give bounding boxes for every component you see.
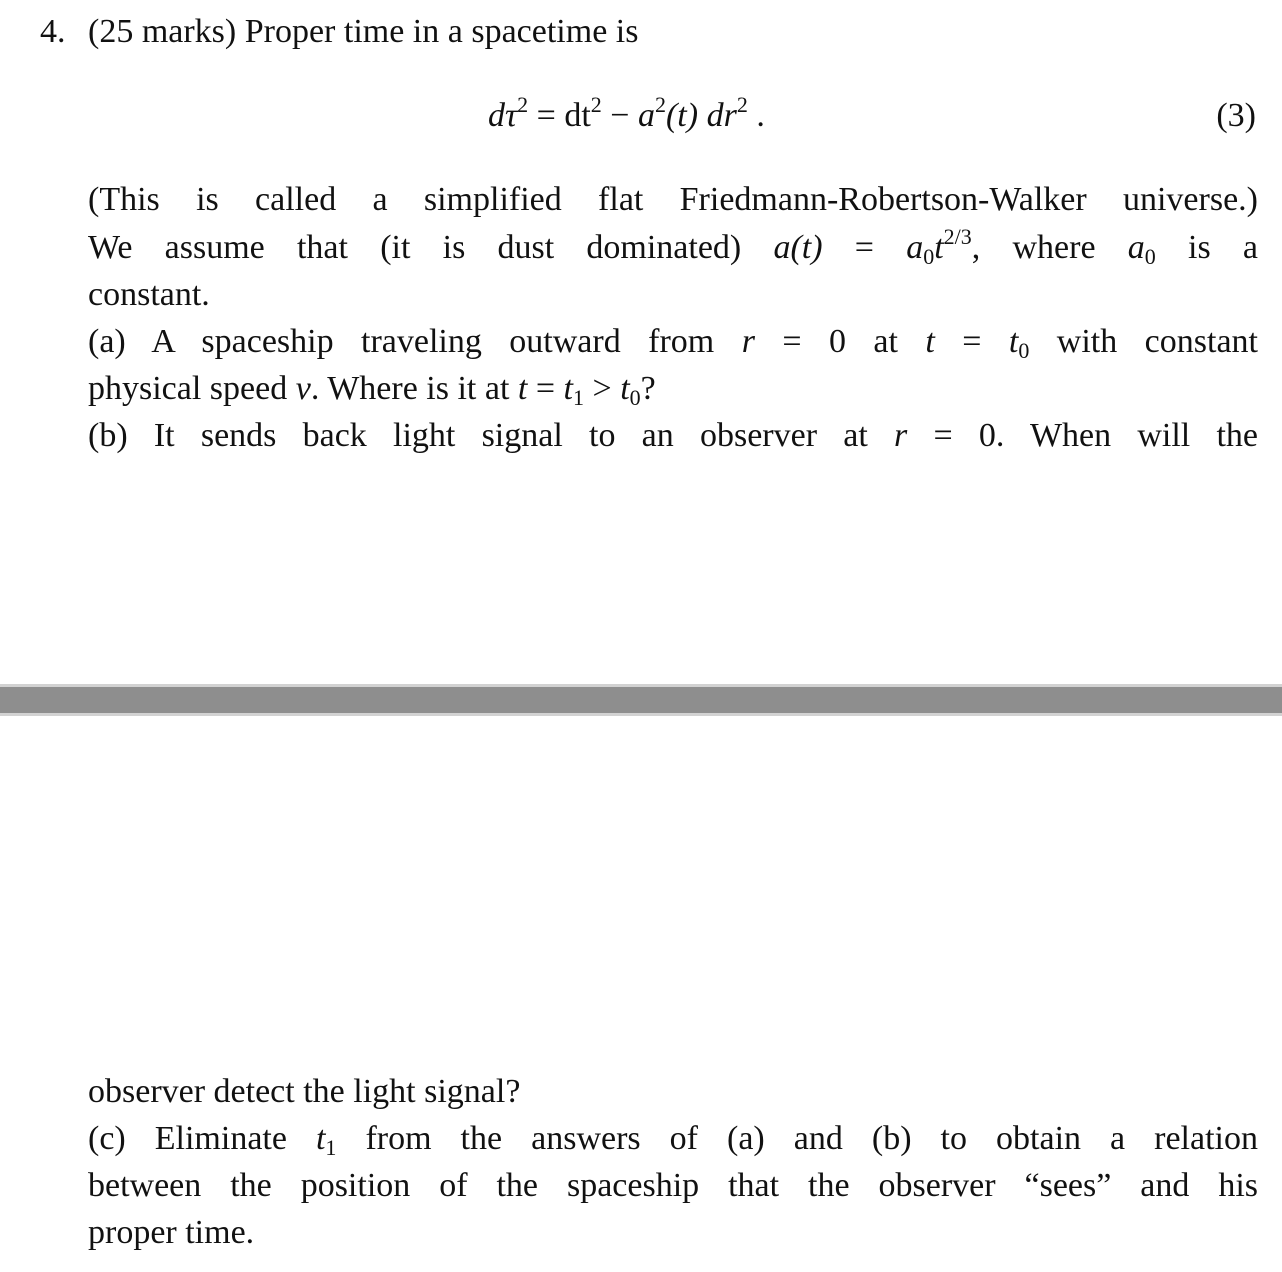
page-divider [0, 684, 1282, 716]
part-c-line-3: proper time. [88, 1214, 255, 1251]
eq-lhs: $d\tau^2$ [488, 92, 529, 134]
part-b-line-1: (b) It sends back light signal to an observer at r = 0. When will the [88, 417, 1259, 454]
part-c-line-2: between the position of the spaceship that the observer “sees” and his [88, 1167, 1258, 1204]
intro-line-2: We assume that (it is dust dominated) $a(t) = a_0t^{2/3}$, where $a_0$ is a [88, 224, 1258, 269]
equation-number: (3) [1216, 97, 1256, 134]
equation-3: $d\tau^2 = dt^2 - a^2(t)$ $dr^2$ . [488, 92, 765, 134]
question-heading: (25 marks) Proper time in a spacetime is [88, 13, 639, 50]
part-a-line-1: (a) A spaceship traveling outward from r = 0 at $t = t_0$ with constant [88, 323, 1258, 363]
part-a-line-2: physical speed v. Where is it at $t = t_1 > t_0$? [88, 370, 656, 410]
intro-line-1: (This is called a simplified flat Friedmann-Robertson-Walker universe.) [88, 181, 1258, 218]
intro-line-3: constant. [88, 276, 210, 313]
question-number: 4. [40, 13, 66, 50]
question-bottom-section [0, 716, 1282, 1272]
part-b-line-2: observer detect the light signal? [88, 1073, 521, 1110]
part-c-line-1: (c) Eliminate $t_1$ from the answers of (a) and (b) to obtain a relation [88, 1120, 1258, 1160]
